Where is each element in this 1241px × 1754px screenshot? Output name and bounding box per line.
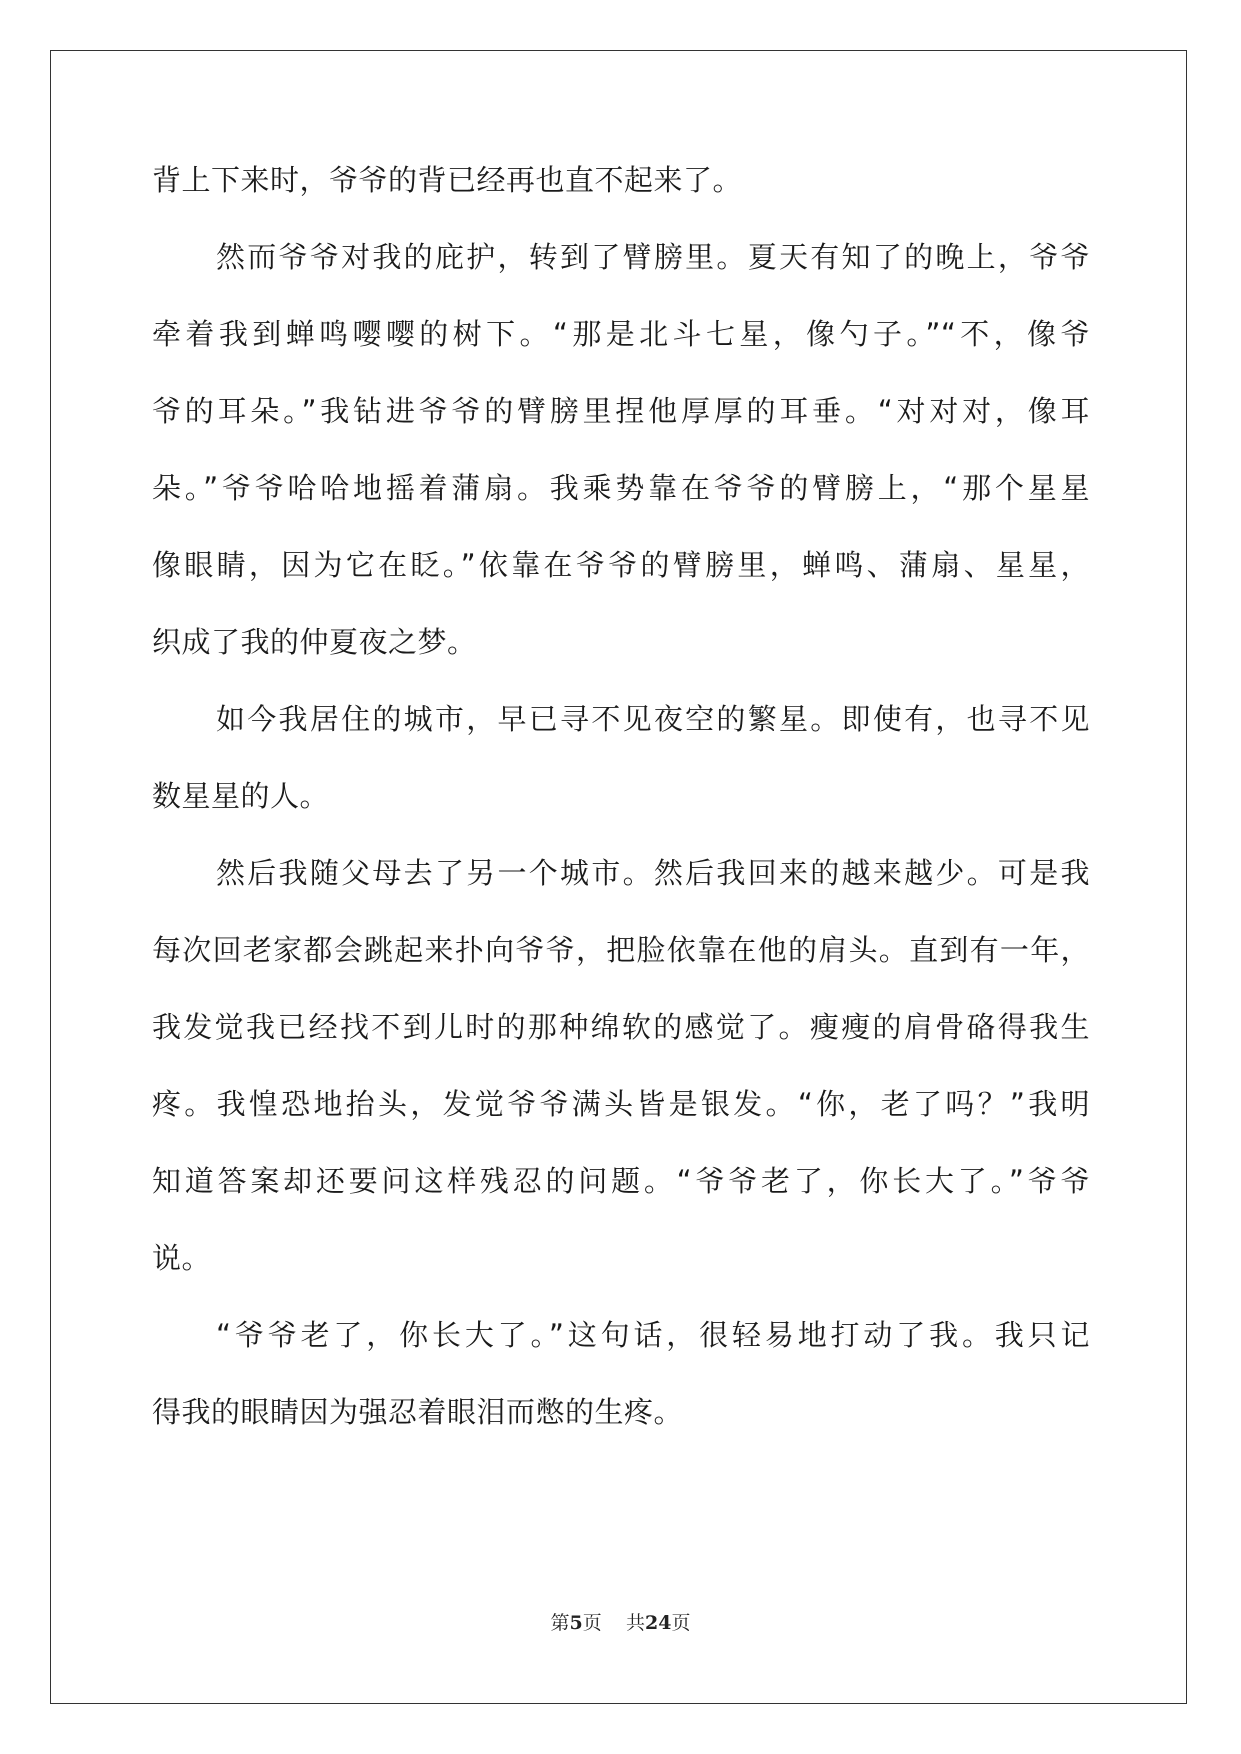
- text-line: 说。: [152, 1241, 212, 1275]
- text-line: 数星星的人。: [152, 779, 330, 813]
- paragraph-first-line: 然而爷爷对我的庇护，转到了臂膀里。夏天有知了的晚上，爷爷: [216, 240, 1090, 274]
- paragraph-first-line: 然后我随父母去了另一个城市。然后我回来的越来越少。可是我: [216, 856, 1090, 890]
- text-line: 得我的眼睛因为强忍着眼泪而憋的生疼。: [152, 1395, 684, 1429]
- text-line: 每次回老家都会跳起来扑向爷爷，把脸依靠在他的肩头。直到有一年，: [152, 933, 1090, 967]
- footer-total-prefix: 共: [625, 1612, 645, 1634]
- footer-total-suffix: 页: [671, 1612, 691, 1634]
- text-line: 牵着我到蝉鸣嘤嘤的树下。“那是北斗七星，像勺子。”“不，像爷: [152, 317, 1090, 351]
- text-line: 背上下来时，爷爷的背已经再也直不起来了。: [152, 163, 743, 197]
- footer-page-number: 5: [569, 1612, 583, 1634]
- footer-page-prefix: 第: [550, 1612, 570, 1634]
- text-line: 我发觉我已经找不到儿时的那种绵软的感觉了。瘦瘦的肩骨硌得我生: [152, 1010, 1090, 1044]
- text-line: 疼。我惶恐地抬头，发觉爷爷满头皆是银发。“你，老了吗？”我明: [152, 1087, 1090, 1121]
- paragraph-first-line: 如今我居住的城市，早已寻不见夜空的繁星。即使有，也寻不见: [216, 702, 1090, 736]
- footer-page-suffix: 页: [582, 1612, 602, 1634]
- text-line: 爷的耳朵。”我钻进爷爷的臂膀里捏他厚厚的耳垂。“对对对，像耳: [152, 394, 1090, 428]
- paragraph-first-line: “爷爷老了，你长大了。”这句话，很轻易地打动了我。我只记: [216, 1318, 1090, 1352]
- text-line: 朵。”爷爷哈哈地摇着蒲扇。我乘势靠在爷爷的臂膀上，“那个星星: [152, 471, 1090, 505]
- footer-total-pages: 24: [644, 1612, 672, 1634]
- text-line: 像眼睛，因为它在眨。”依靠在爷爷的臂膀里，蝉鸣、蒲扇、星星，: [152, 548, 1090, 582]
- page-footer: [0, 1608, 1241, 1635]
- text-line: 织成了我的仲夏夜之梦。: [152, 625, 477, 659]
- text-line: 知道答案却还要问这样残忍的问题。“爷爷老了，你长大了。”爷爷: [152, 1164, 1090, 1198]
